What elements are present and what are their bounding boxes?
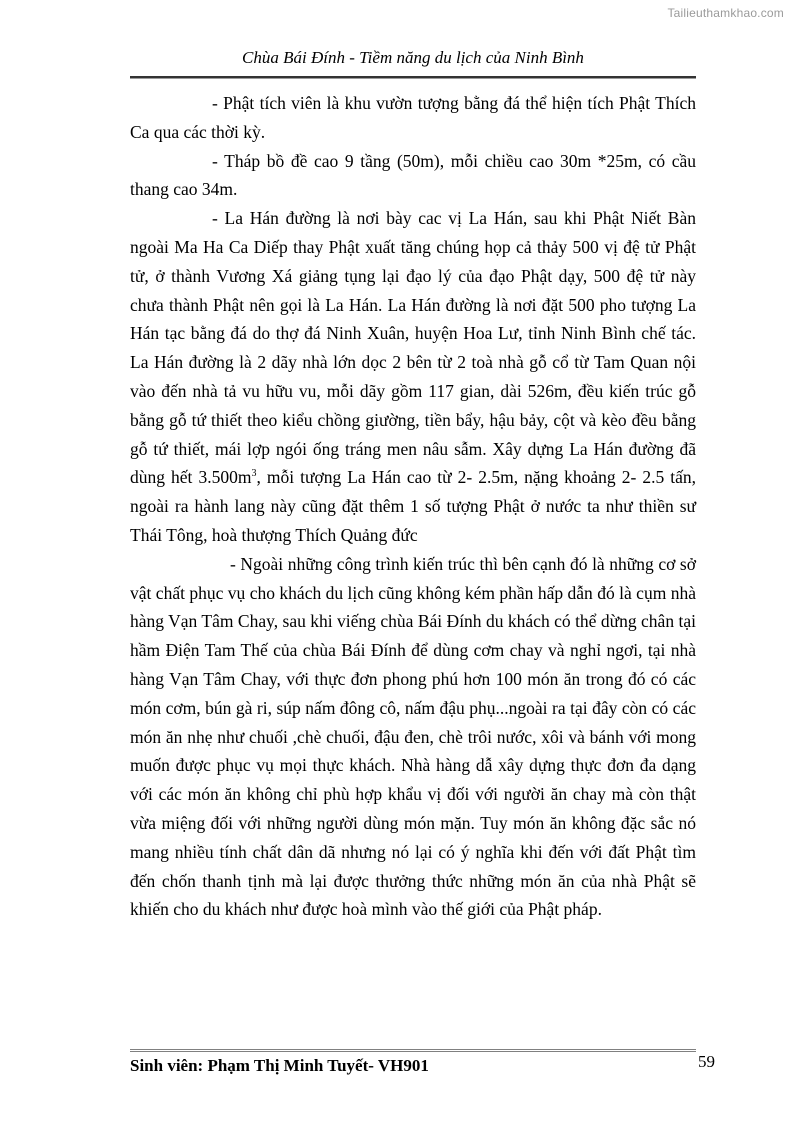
footer-author: Sinh viên: Phạm Thị Minh Tuyết- VH901	[130, 1056, 429, 1075]
running-header: Chùa Bái Đính - Tiềm năng du lịch của Ninh Bình	[130, 44, 696, 78]
paragraph-thap-bo-de: - Tháp bồ đề cao 9 tầng (50m), mỗi chiều cao 30m *25m, có cầu thang cao 34m.	[130, 150, 696, 200]
paragraph-phat-tich-vien: - Phật tích viên là khu vườn tượng bằng đá thể hiện tích Phật Thích Ca qua các thời kỳ.	[130, 93, 696, 142]
paragraph-text: - La Hán đường là nơi bày cac vị La Hán, sau khi Phật Niết Bàn ngoài Ma Ha Ca Diếp thay Phật xuất tăng chúng họp cả thảy 500 vị đệ tử Phật tử, ở thành Vương Xá giảng tụng lại đạo lý của đạo Phật dạy, 500 đệ tử này chưa thành Phật nên gọi là La Hán. La Hán đường là nơi đặt 500 pho tượng La Hán tạc bằng đá do thợ đá Ninh Xuân, huyện Hoa Lư, tỉnh Ninh Bình chế tác. La Hán đường là 2 dãy nhà lớn dọc 2 bên từ 2 toà nhà gỗ cổ từ Tam Quan nội vào đến nhà tả vu hữu vu, mỗi dãy gồm 117 gian, dài 526m, đều kiến trúc gỗ bằng gỗ tứ thiết theo kiểu chồng giường, tiền bẩy, hậu bảy, cột và kèo đều bằng gỗ tứ thiết, mái lợp ngói ống tráng men nâu sẫm. Xây dựng La Hán đường đã dùng hết 3.500m	[130, 208, 696, 488]
page-number: 59	[698, 1052, 715, 1071]
paragraph-nha-hang: - Ngoài những công trình kiến trúc thì bên cạnh đó là những cơ sở vật chất phục vụ cho khách du lịch cũng không kém phần hấp dẫn đó là cụm nhà hàng Vạn Tâm Chay, sau khi viếng chùa Bái Đính du khách có thể dừng chân tại hầm Điện Tam Thế của chùa Bái Đính để dùng cơm chay và nghỉ ngơi, tại nhà hàng Vạn Tâm Chay, với thực đơn phong phú hơn 100 món ăn trong đó có các món cơm, bún gà ri, súp nấm đông cô, nấm đậu phụ...ngoài ra tại đây còn có các món ăn nhẹ như chuối ,chè chuối, đậu đen, chè trôi nước, xôi và bánh với mong muốn được phục vụ mọi thực khách. Nhà hàng dẫ xây dựng thực đơn đa dạng với các món ăn không chỉ phù hợp khẩu vị đối với người ăn chay mà còn thật vừa miệng đối với những người dùng món mặn. Tuy món ăn không đặc sắc nó mang nhiều tính chất dân dã nhưng nó lại có ý nghĩa khi đến với đất Phật tìm đến chốn thanh tịnh mà lại được thưởng thức những món ăn của nhà Phật sẽ khiến cho du khách như được hoà mình vào thế giới của Phật pháp.	[130, 553, 696, 920]
document-body	[130, 89, 696, 924]
paragraph-la-han-duong	[130, 204, 696, 550]
superscript: 3	[251, 468, 257, 480]
footer-divider	[130, 1049, 696, 1052]
watermark: Tailieuthamkhao.com	[667, 6, 784, 20]
paragraph-text: , mỗi tượng La Hán cao từ 2- 2.5m, nặng khoảng 2- 2.5 tấn, ngoài ra hành lang này cũng đặt thêm 1 số tượng Phật ở nước ta như thiền sư Thái Tông, hoà thượng Thích Quảng đức	[130, 467, 696, 545]
